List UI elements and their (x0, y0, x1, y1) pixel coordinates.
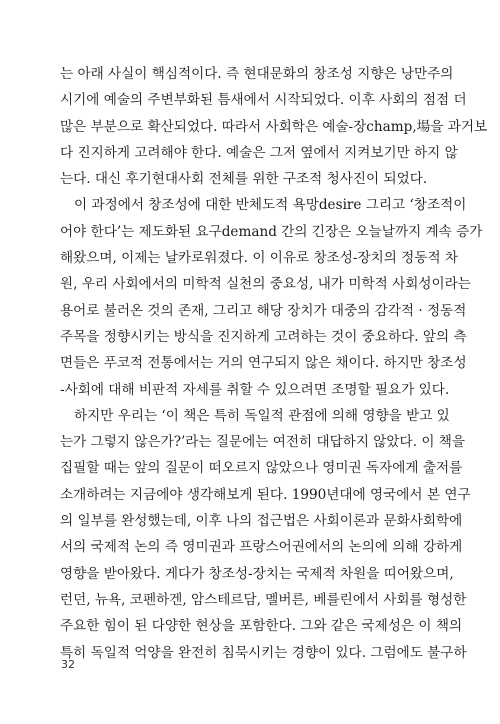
text-line: 해왔으며, 이제는 날카로워졌다. 이 이유로 창조성-장치의 정동적 차 (60, 250, 459, 267)
text-line: 집필할 때는 앞의 질문이 떠오르지 않았으나 영미권 독자에게 출저를 (60, 460, 463, 477)
text-line: 의 일부를 완성했는데, 이후 나의 접근법은 사회이론과 문화사회학에 (60, 513, 463, 530)
text-line: 영향을 받아왔다. 게다가 창조성-장치는 국제적 차원을 띠어왔으며, (60, 565, 454, 582)
text-line: -사회에 대해 비판적 자세를 취할 수 있으려면 조명할 필요가 있다. (60, 381, 450, 398)
paragraph-1 (60, 61, 488, 192)
text-line: 서의 국제적 논의 즉 영미권과 프랑스어권에서의 논의에 의해 강하게 (60, 539, 463, 556)
text-line: 시기에 예술의 주변부화된 틈새에서 시작되었다. 이후 사회의 점점 더 (60, 92, 467, 109)
text-line: 이 과정에서 창조성에 대한 반체도적 욕망desire 그리고 ‘창조적이 (74, 197, 467, 214)
text-line: 는다. 대신 후기현대사회 전체를 위한 구조적 청사진이 되었다. (60, 171, 428, 188)
text-line: 는 아래 사실이 핵심적이다. 즉 현대문화의 창조성 지향은 낭만주의 (60, 66, 454, 82)
text-line: 어야 한다’는 제도화된 요구demand 간의 긴장은 오늘날까지 계속 증가 (60, 223, 483, 240)
text-line: 런던, 뉴욕, 코펜하겐, 암스테르담, 멜버른, 베를린에서 사회를 형성한 (60, 591, 467, 608)
text-line: 다 진지하게 고려해야 한다. 예술은 그저 옆에서 지켜보기만 하지 않 (60, 144, 458, 161)
text-line: 원, 우리 사회에서의 미학적 실천의 중요성, 내가 미학적 사회성이라는 (60, 276, 471, 293)
text-line: 면들은 푸코적 전통에서는 거의 연구되지 않은 채이다. 하지만 창조성 (60, 355, 467, 372)
text-line: 많은 부분으로 확산되었다. 따라서 사회학은 예술-장champ,場을 과거보 (60, 118, 488, 135)
body-text (60, 61, 488, 666)
text-line: 는가 그렇지 않은가?’라는 질문에는 여전히 대답하지 않았다. 이 책을 (60, 434, 466, 451)
text-line: 하지만 우리는 ‘이 책은 특히 독일적 관점에 의해 영향을 받고 있 (74, 407, 450, 424)
paragraph-3 (60, 403, 471, 666)
text-line: 주목을 정향시키는 방식을 진지하게 고려하는 것이 중요하다. 앞의 측 (60, 328, 467, 345)
text-line: 특히 독일적 억양을 완전히 침묵시키는 경향이 있다. 그럼에도 불구하 (60, 644, 467, 661)
text-line: 소개하려는 지금에야 생각해보게 된다. 1990년대에 영국에서 본 연구 (60, 486, 471, 503)
page-number: 32 (61, 658, 75, 671)
text-line: 주요한 힘이 된 다양한 현상을 포함한다. 그와 같은 국제성은 이 책의 (60, 618, 463, 635)
text-line: 용어로 불러온 것의 존재, 그리고 해당 장치가 대중의 감각적 · 정동적 (60, 302, 467, 319)
paragraph-2 (60, 192, 483, 402)
